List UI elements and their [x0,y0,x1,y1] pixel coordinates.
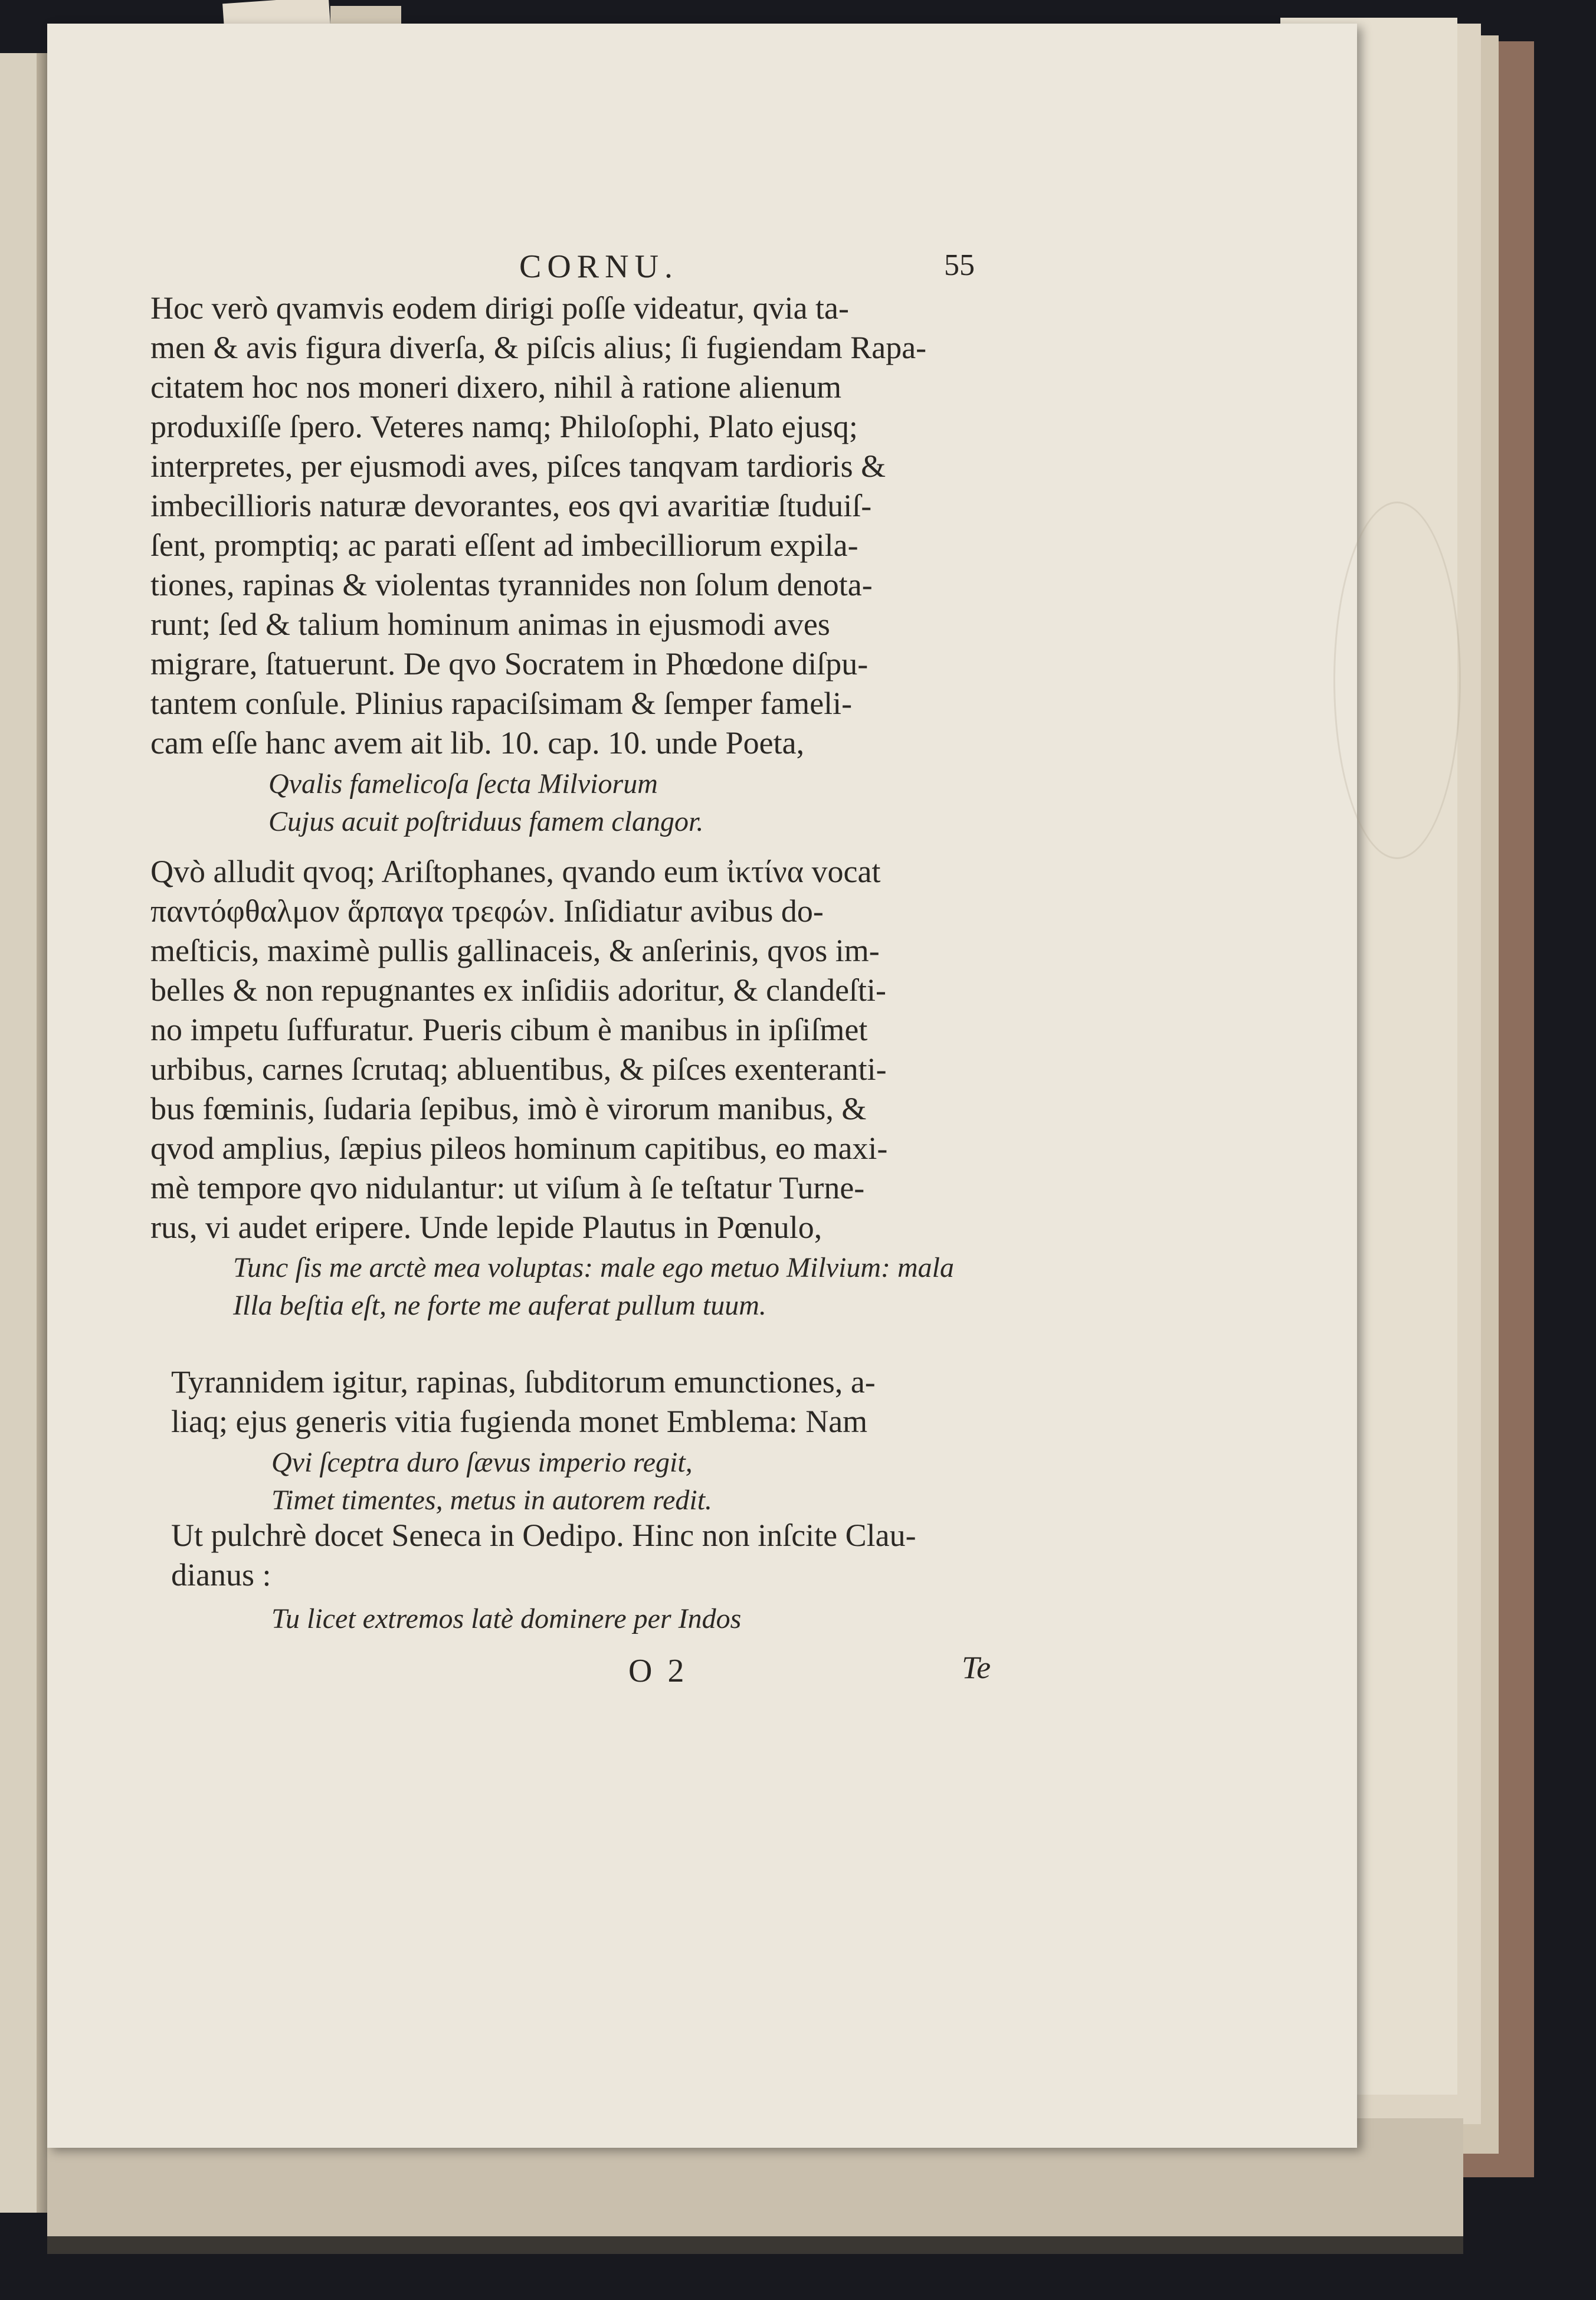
text-line: bus fœminis, ſudaria ſepibus, imò è virorum manibus, & [150,1091,867,1126]
text-line: cam eſſe hanc avem ait lib. 10. cap. 10. unde Poeta, [150,725,805,761]
verse-line: Tu licet extremos latè dominere per Indos [271,1603,742,1634]
signature-mark: O 2 [628,1653,688,1689]
catchword: Te [962,1650,991,1685]
text-line: no impetu ſuffuratur. Pueris cibum è manibus in ipſiſmet [150,1012,868,1047]
text-line: ſent, promptiq; ac parati eſſent ad imbecilliorum expila- [150,528,858,563]
verse-line: Illa beſtia eſt, ne forte me auferat pullum tuum. [233,1290,766,1321]
left-page-edge [0,53,41,2213]
text-line: dianus : [171,1557,271,1593]
text-line: mè tempore qvo nidulantur: ut viſum à ſe teſtatur Turne- [150,1170,865,1205]
verse-line: Tunc ſis me arctè mea voluptas: male ego metuo Milvium: mala [233,1252,954,1283]
verse-line: Qvi ſceptra duro ſævus imperio regit, [271,1447,693,1478]
text-line: liaq; ejus generis vitia fugienda monet Emblema: Nam [171,1404,868,1439]
text-line: belles & non repugnantes ex inſidiis adoritur, & clandeſti- [150,972,887,1008]
text-line: tantem conſule. Plinius rapaciſsimam & ſemper fameli- [150,686,853,721]
text-line: meſticis, maximè pullis gallinaceis, & anſerinis, qvos im- [150,933,880,968]
text-line: migrare, ſtatuerunt. De qvo Socratem in Phœdone diſpu- [150,646,869,682]
text-line: qvod amplius, ſæpius pileos hominum capitibus, eo maxi- [150,1131,888,1166]
gutter-shadow [37,53,48,2213]
text-line: citatem hoc nos moneri dixero, nihil à ratione alienum [150,369,842,405]
text-line: runt; ſed & talium hominum animas in ejusmodi aves [150,607,830,642]
text-line: imbecillioris naturæ devorantes, eos qvi avaritiæ ſtuduiſ- [150,488,872,523]
book-page [47,24,1357,2148]
text-line: Hoc verò qvamvis eodem dirigi poſſe videatur, qvia ta- [150,290,849,326]
page-number: 55 [944,248,975,282]
text-line: urbibus, carnes ſcrutaq; abluentibus, & piſces exenteranti- [150,1051,887,1087]
show-through-ornament [1333,502,1461,859]
text-line: Qvò alludit qvoq; Ariſtophanes, qvando eum ἰκτίνα vocat [150,854,881,889]
text-line: interpretes, per ejusmodi aves, piſces tanqvam tardioris & [150,448,886,484]
text-line: Tyrannidem igitur, rapinas, ſubditorum emunctiones, a- [171,1364,876,1400]
text-line: Ut pulchrè docet Seneca in Oedipo. Hinc non inſcite Clau- [171,1518,916,1553]
text-line: παντόφθαλμον ἅρπαγα τρεφών. Inſidiatur avibus do- [150,893,824,929]
running-head: CORNU. [519,248,679,285]
text-line: tiones, rapinas & violentas tyrannides non ſolum denota- [150,567,873,602]
text-line: rus, vi audet eripere. Unde lepide Plautus in Pœnulo, [150,1210,822,1245]
verse-line: Timet timentes, metus in autorem redit. [271,1485,713,1516]
text-line: men & avis figura diverſa, & piſcis alius; ſi fugiendam Rapa- [150,330,927,365]
verse-line: Qvalis famelicoſa ſecta Milviorum [268,768,658,800]
text-line: produxiſſe ſpero. Veteres namq; Philoſophi, Plato ejusq; [150,409,858,444]
verse-line: Cujus acuit poſtriduus famem clangor. [268,806,704,837]
